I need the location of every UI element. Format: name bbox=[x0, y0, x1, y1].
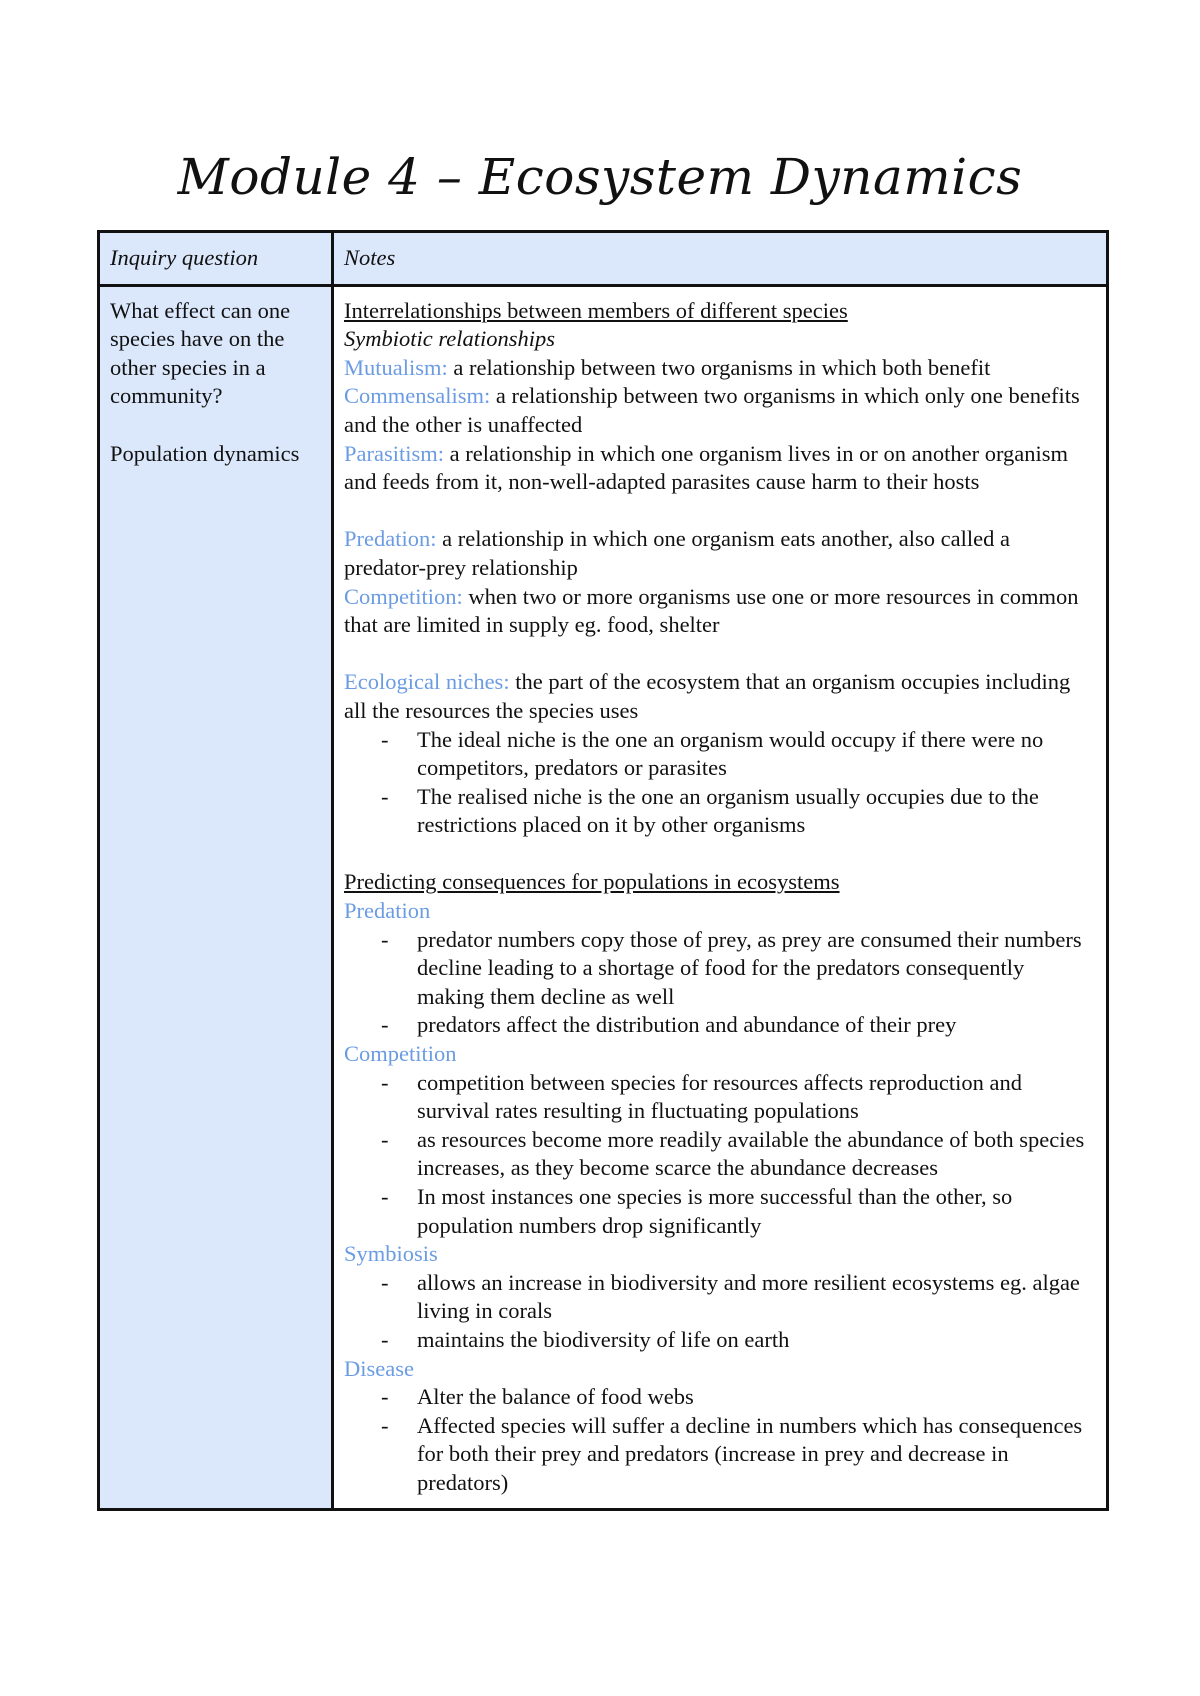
definition-text: a relationship in which one organism lives in or on another organism and feeds from it, non-well-adapted parasites cause harm to their hosts bbox=[344, 440, 1069, 495]
definition bbox=[344, 668, 1096, 725]
list-item: - allows an increase in biodiversity and more resilient ecosystems eg. algae living in corals bbox=[344, 1269, 1096, 1326]
group-bullet-list bbox=[344, 926, 1096, 1040]
table-header-row bbox=[99, 232, 1108, 286]
list-item: - predators affect the distribution and abundance of their prey bbox=[344, 1011, 1096, 1040]
inquiry-question-cell bbox=[99, 285, 333, 1509]
definition bbox=[344, 382, 1096, 439]
group-label: Disease bbox=[344, 1355, 414, 1381]
group-label: Predation bbox=[344, 898, 431, 924]
inquiry-question: Population dynamics bbox=[110, 440, 300, 466]
header-inquiry-question: Inquiry question bbox=[99, 232, 333, 286]
section-subheading: Symbiotic relationships bbox=[344, 326, 556, 352]
definition-term: Mutualism: bbox=[344, 354, 448, 380]
definition-text: a relationship in which one organism eats another, also called a predator-prey relationship bbox=[344, 526, 1010, 580]
group-bullet-list bbox=[344, 1069, 1096, 1241]
definition-term: Parasitism: bbox=[344, 440, 444, 466]
definition-term: Commensalism: bbox=[344, 383, 491, 409]
list-item: - The ideal niche is the one an organism would occupy if there were no competitors, predators or parasites bbox=[344, 726, 1096, 783]
group-label: Competition bbox=[344, 1041, 457, 1067]
niche-bullet-list bbox=[344, 726, 1096, 840]
definition-text: a relationship between two organisms in which only one benefits and the other is unaffected bbox=[344, 383, 1080, 437]
definition-term: Competition: bbox=[344, 583, 463, 609]
definition bbox=[344, 354, 1096, 383]
list-item: - Affected species will suffer a decline in numbers which has consequences for both their prey and predators (increase in prey and decrease in predators) bbox=[344, 1412, 1096, 1498]
definition-text: the part of the ecosystem that an organism occupies including all the resources the species uses bbox=[344, 669, 1071, 723]
definition-text: a relationship between two organisms in which both benefit bbox=[447, 354, 991, 380]
table-row bbox=[99, 285, 1108, 1509]
list-item: - The realised niche is the one an organism usually occupies due to the restrictions placed on it by other organisms bbox=[344, 783, 1096, 840]
group-label: Symbiosis bbox=[344, 1241, 438, 1267]
group-bullet-list bbox=[344, 1269, 1096, 1355]
list-item: - maintains the biodiversity of life on earth bbox=[344, 1326, 1096, 1355]
definition bbox=[344, 583, 1096, 640]
notes-cell bbox=[333, 285, 1108, 1509]
list-item: - as resources become more readily available the abundance of both species increases, as they become scarce the abundance decreases bbox=[344, 1126, 1096, 1183]
list-item: - predator numbers copy those of prey, as prey are consumed their numbers decline leading to a shortage of food for the predators consequently making them decline as well bbox=[344, 926, 1096, 1012]
group-bullet-list bbox=[344, 1383, 1096, 1497]
notes-table bbox=[97, 230, 1109, 1511]
section-heading: Predicting consequences for populations in ecosystems bbox=[344, 869, 840, 895]
section-heading: Interrelationships between members of different species bbox=[344, 297, 848, 323]
list-item: - Alter the balance of food webs bbox=[344, 1383, 1096, 1412]
page-title: Module 4 – Ecosystem Dynamics bbox=[177, 148, 1023, 206]
inquiry-question: What effect can one species have on the other species in a community? bbox=[110, 297, 291, 409]
definition-term: Predation: bbox=[344, 526, 437, 552]
list-item: - In most instances one species is more successful than the other, so population numbers drop significantly bbox=[344, 1183, 1096, 1240]
definition-term: Ecological niches: bbox=[344, 669, 510, 695]
definition bbox=[344, 525, 1096, 582]
list-item: - competition between species for resources affects reproduction and survival rates resulting in fluctuating populations bbox=[344, 1069, 1096, 1126]
definition bbox=[344, 440, 1096, 497]
header-notes: Notes bbox=[333, 232, 1108, 286]
definition-text: when two or more organisms use one or more resources in common that are limited in supply eg. food, shelter bbox=[344, 583, 1079, 638]
